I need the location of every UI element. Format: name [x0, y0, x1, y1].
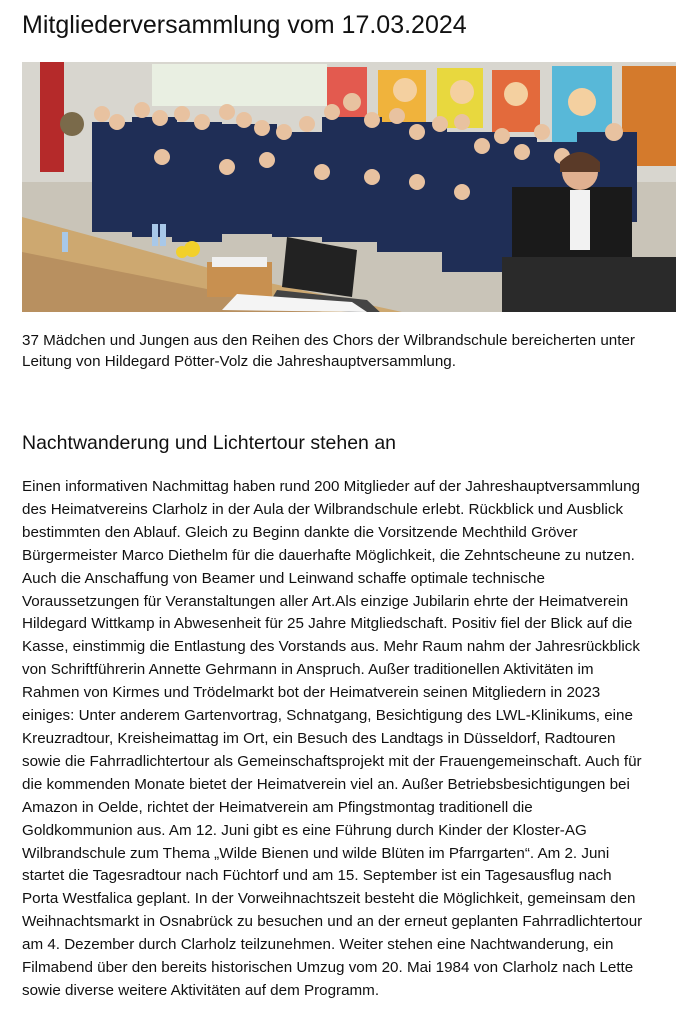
body-line: bestimmten den Ablauf. Gleich zu Beginn dankte die Vorsitzende Mechthild Gröver: [22, 523, 578, 541]
body-line: Bürgermeister Marco Diethelm für die dauerhafte Möglichkeit, die Zehntscheune zu nutzen.: [22, 546, 635, 564]
article-body: [22, 476, 682, 1003]
body-line: Wilbrandschule zum Thema „Wilde Bienen und wilde Blüten im Pfarrgarten“. Am 2. Juni: [22, 844, 610, 862]
body-line: Voraussetzungen für Veranstaltungen aller Art.Als einzige Jubilarin ehrte der Heimatverein: [22, 592, 629, 610]
article-subheading: Nachtwanderung und Lichtertour stehen an: [22, 432, 397, 454]
body-line: Kasse, einstimmig die Entlastung des Vorstands aus. Mehr Raum nahm der Jahresrückblick: [22, 638, 640, 656]
body-line: am 4. Dezember durch Clarholz teilzunehmen. Weiter stehen eine Nachtwanderung, ein: [22, 936, 614, 954]
body-line: Auch die Anschaffung von Beamer und Leinwand schaffe optimale technische: [22, 569, 545, 587]
body-line: sowie diverse weitere Aktivitäten auf dem Programm.: [22, 981, 380, 999]
body-line: Amazon in Oelde, richtet der Heimatverein am Pfingstmontag traditionell die: [22, 798, 533, 816]
body-line: Kreuzradtour, Kreisheimattag im Ort, ein Besuch des Landtags in Düsseldorf, Radtouren: [22, 729, 616, 747]
body-line: sowie die Fahrradlichtertour als Gemeinschaftsprojekt mit der Frauengemeinschaft. Auch für: [22, 752, 642, 770]
body-line: des Heimatvereins Clarholz in der Aula der Wilbrandschule erlebt. Rückblick und Ausblick: [22, 500, 624, 518]
body-line: Einen informativen Nachmittag haben rund 200 Mitglieder auf der Jahreshauptversammlung: [22, 478, 640, 495]
body-line: Weihnachtsmarkt in Osnabrück zu besuchen und an der erneut geplanten Fahrradlichtertour: [22, 913, 643, 931]
body-line: von Schriftführerin Annette Gehrmann in Anspruch. Außer traditionellen Aktivitäten im: [22, 661, 594, 679]
choir-photo: [22, 62, 676, 312]
body-line: Porta Westfalica geplant. In der Vorweihnachtszeit besteht die Möglichkeit, gemeinsam den: [22, 890, 636, 908]
body-line: Filmabend über den bereits historischen Umzug vom 20. Mai 1984 von Clarholz nach Lette: [22, 959, 634, 977]
body-line: Rahmen von Kirmes und Trödelmarkt bot der Heimatverein seinen Mitgliedern in 2023: [22, 684, 601, 702]
photo-caption: [22, 330, 682, 372]
body-line: die kommenden Monate bietet der Heimatverein viel an. Außer Betriebsbesichtigungen bei: [22, 775, 630, 793]
body-line: startet die Tagesradtour nach Füchtorf und am 15. September ist ein Tagesausflug nach: [22, 867, 612, 885]
caption-line: Leitung von Hildegard Pötter-Volz die Jahreshauptversammlung.: [22, 353, 456, 370]
body-line: Goldkommunion aus. Am 12. Juni gibt es eine Führung durch Kinder der Kloster-AG: [22, 821, 587, 839]
caption-line: 37 Mädchen und Jungen aus den Reihen des Chors der Wilbrandschule bereicherten unter: [22, 332, 635, 349]
article-title: Mitgliederversammlung vom 17.03.2024: [22, 11, 467, 39]
body-line: Hildegard Wittkamp in Abwesenheit für 25 Jahre Mitgliedschaft. Positiv fiel der Blick auf die: [22, 615, 633, 633]
body-line: einiges: Unter anderem Gartenvortrag, Schnatgang, Besichtigung des LWL-Klinikums, eine: [22, 707, 633, 725]
